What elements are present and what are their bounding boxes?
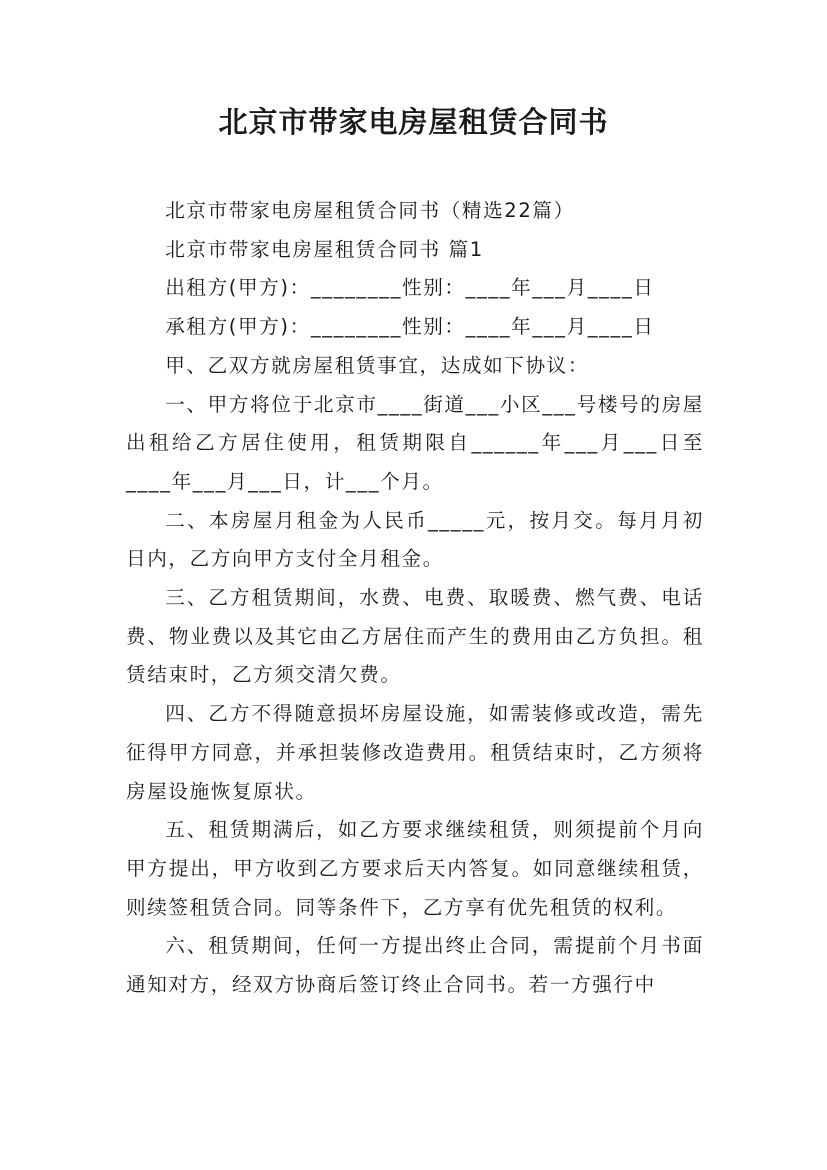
paragraph-section-title: 北京市带家电房屋租赁合同书 篇1 (165, 237, 484, 261)
clause-3: 三、乙方租赁期间，水费、电费、取暖费、燃气费、电话费、物业费以及其它由乙方居住而产生的费用由乙方负担。租赁结束时，乙方须交清欠费。 (126, 586, 704, 687)
clause-5: 五、租赁期满后，如乙方要求继续租赁，则须提前个月向甲方提出，甲方收到乙方要求后天内答复。如同意继续租赁，则续签租赁合同。同等条件下，乙方享有优先租赁的权利。 (126, 818, 704, 919)
document-body (126, 192, 704, 1005)
paragraph-agreement-intro: 甲、乙双方就房屋租赁事宜，达成如下协议： (165, 353, 590, 377)
clause-1: 一、甲方将位于北京市____街道___小区___号楼号的房屋出租给乙方居住使用，租赁期限自______年___月___日至____年___月___日，计___个月。 (126, 392, 704, 493)
paragraph-lessor-line: 出租方(甲方)：________性别：____年___月____日 (165, 276, 655, 300)
paragraph-heading: 北京市带家电房屋租赁合同书（精选22篇） (165, 199, 575, 222)
paragraph-lessee-line: 承租方(甲方)：________性别：____年___月____日 (165, 315, 655, 339)
clause-2: 二、本房屋月租金为人民币_____元，按月交。每月月初日内，乙方向甲方支付全月租金。 (126, 508, 704, 571)
clause-4: 四、乙方不得随意损坏房屋设施，如需装修或改造，需先征得甲方同意，并承担装修改造费用。租赁结束时，乙方须将房屋设施恢复原状。 (126, 702, 704, 803)
document-title: 北京市带家电房屋租赁合同书 (218, 105, 609, 139)
clause-6: 六、租赁期间，任何一方提出终止合同，需提前个月书面通知对方，经双方协商后签订终止合同书。若一方强行中 (126, 934, 704, 997)
